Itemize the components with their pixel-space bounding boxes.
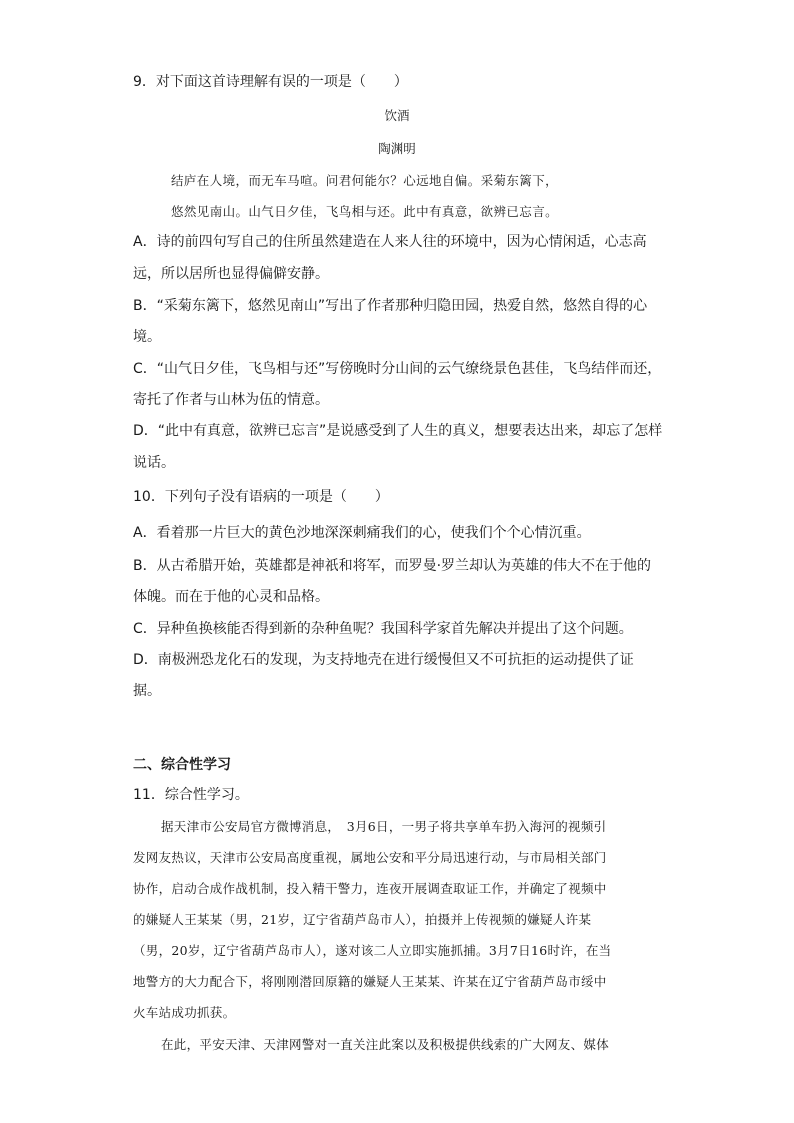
q9-option-b-line-1: B．“采菊东篱下，悠然见南山”写出了作者那种归隐田园，热爱自然，悠然自得的心 <box>133 298 648 314</box>
q9-option-a-line-2: 远，所以居所也显得偏僻安静。 <box>133 266 329 282</box>
q10-option-c: C．异种鱼换核能否得到新的杂种鱼呢？我国科学家首先解决并提出了这个问题。 <box>133 621 633 637</box>
passage-line-5: （男，20岁，辽宁省葫芦岛市人），遂对该二人立即实施抓捕。3月7日16时许，在当 <box>133 943 612 958</box>
q10-option-b-line-1: B．从古希腊开始，英雄都是神祇和将军，而罗曼·罗兰却认为英雄的伟大不在于他的 <box>133 558 652 574</box>
poem-line-1: 结庐在人境，而无车马喧。问君何能尔？心远地自偏。采菊东篱下， <box>171 173 559 188</box>
poem-author: 陶渊明 <box>378 141 416 156</box>
poem-title: 饮酒 <box>384 108 410 123</box>
q9-option-a-line-1: A．诗的前四句写自己的住所虽然建造在人来人往的环境中，因为心情闲适，心志高 <box>133 234 647 250</box>
q10-option-a: A．看着那一片巨大的黄色沙地深深刺痛我们的心，使我们个个心情沉重。 <box>133 525 591 541</box>
q10-option-d-line-1: D．南极洲恐龙化石的发现，为支持地壳在进行缓慢但又不可抗拒的运动提供了证 <box>133 652 634 668</box>
q9-option-c-line-2: 寄托了作者与山林为伍的情意。 <box>133 392 329 408</box>
q9-option-c-line-1: C．“山气日夕佳，飞鸟相与还”写傍晚时分山间的云气缭绕景色甚佳，飞鸟结伴而还， <box>133 361 662 377</box>
passage-line-3: 协作，启动合成作战机制，投入精干警力，连夜开展调查取证工作，并确定了视频中 <box>133 881 607 896</box>
passage-line-7: 火车站成功抓获。 <box>133 1005 236 1020</box>
question-9-stem: 9．对下面这首诗理解有误的一项是（ ） <box>133 74 408 90</box>
q9-option-d-line-2: 说话。 <box>133 455 175 471</box>
q10-option-b-line-2: 体魄。而在于他的心灵和品格。 <box>133 589 329 605</box>
poem-line-2: 悠然见南山。山气日夕佳，飞鸟相与还。此中有真意，欲辨已忘言。 <box>171 204 559 219</box>
question-10-stem: 10．下列句子没有语病的一项是（ ） <box>133 489 389 505</box>
q9-option-d-line-1: D．“此中有真意，欲辨已忘言”是说感受到了人生的真义，想要表达出来，却忘了怎样 <box>133 423 663 439</box>
passage-line-1: 据天津市公安局官方微博消息， 3月6日，一男子将共享单车扔入海河的视频引 <box>161 819 607 834</box>
q10-option-d-line-2: 据。 <box>133 683 161 699</box>
passage-line-2: 发网友热议，天津市公安局高度重视，属地公安和平分局迅速行动，与市局相关部门 <box>133 850 607 865</box>
question-11-stem: 11．综合性学习。 <box>133 787 249 803</box>
passage-line-4: 的嫌疑人王某某（男，21岁，辽宁省葫芦岛市人），拍摄并上传视频的嫌疑人许某 <box>133 912 592 927</box>
passage-line-8: 在此，平安天津、天津网警对一直关注此案以及积极提供线索的广大网友、媒体 <box>161 1037 610 1052</box>
passage-line-6: 地警方的大力配合下，将刚刚潜回原籍的嫌疑人王某某、许某在辽宁省葫芦岛市绥中 <box>133 974 607 989</box>
section-heading: 二、综合性学习 <box>133 757 231 773</box>
q9-option-b-line-2: 境。 <box>133 329 161 345</box>
